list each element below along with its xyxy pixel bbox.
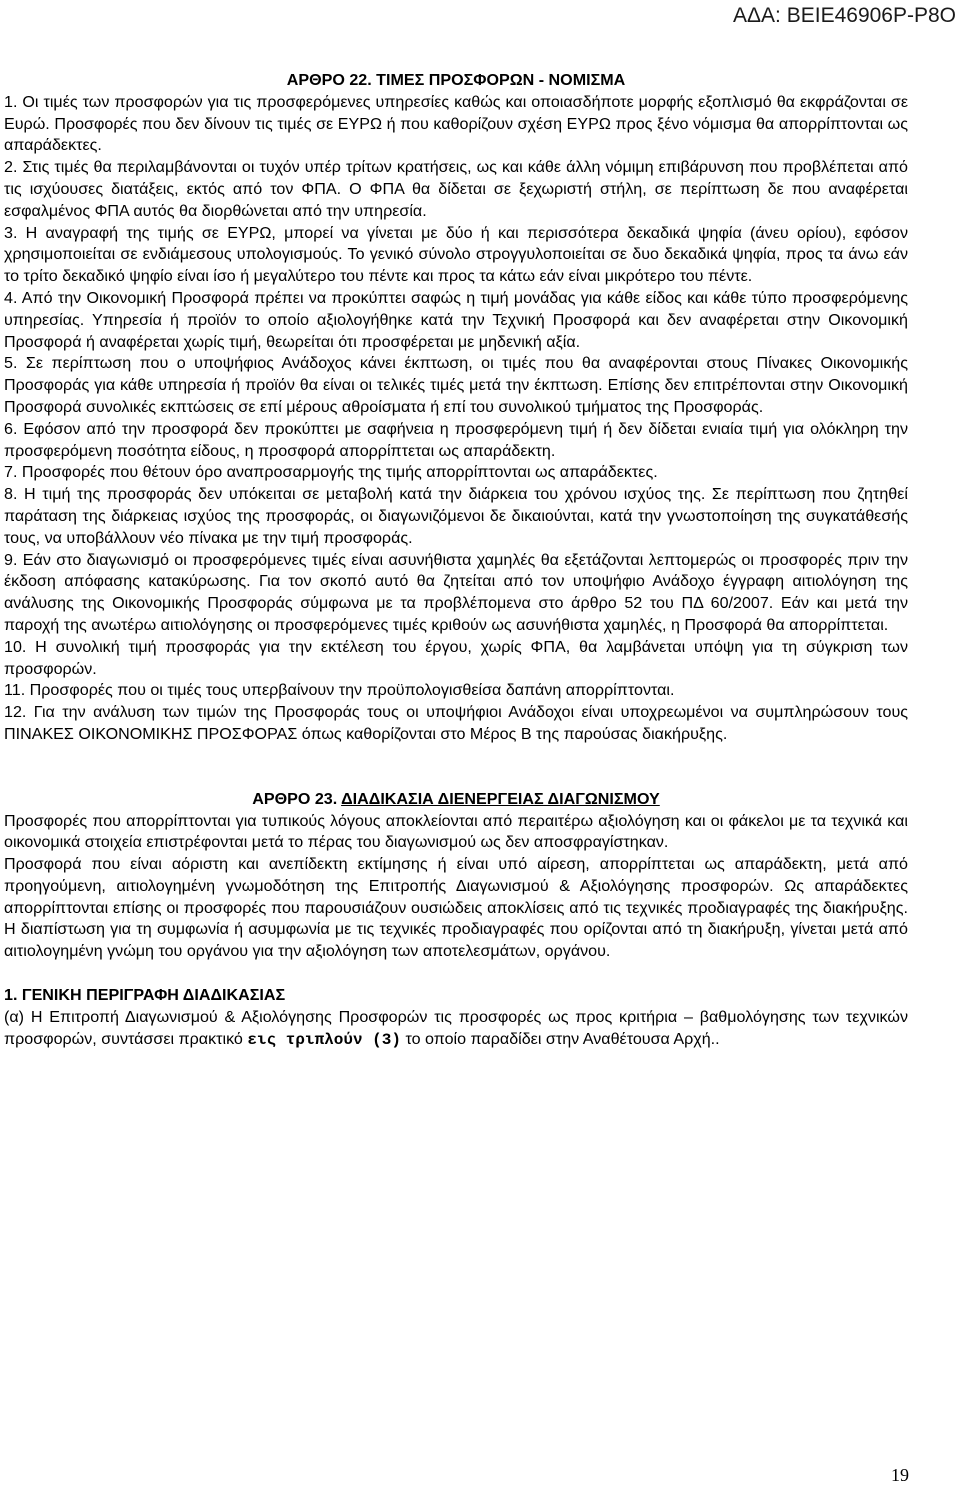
section-1-text-a: (α) Η Επιτροπή Διαγωνισμού & Αξιολόγησης Προσφορών τις προσφορές ως προς κριτήρια – βαθμολόγησης των τεχνικών προσφορών, συντάσσει πρακτικό — [4, 1007, 908, 1048]
article-22-paragraph: 2. Στις τιμές θα περιλαμβάνονται οι τυχόν υπέρ τρίτων κρατήσεις, ως και κάθε άλλη νόμιμη επιβάρυνση που προβλέπεται από τις ισχύουσες διατάξεις, εκτός από τον ΦΠΑ. Ο ΦΠΑ θα δίδεται σε ξεχωριστή στήλη, σε περίπτωση δε που αναφέρεται εσφαλμένος ΦΠΑ αυτός θα διορθώνεται από την υπηρεσία. — [4, 158, 908, 220]
article-22-paragraphs — [4, 92, 908, 746]
article-22-title: ΑΡΘΡΟ 22. ΤΙΜΕΣ ΠΡΟΣΦΟΡΩΝ - ΝΟΜΙΣΜΑ — [286, 71, 626, 89]
article-23-paragraph: Προσφορά που είναι αόριστη και ανεπίδεκτη εκτίμησης ή είναι υπό αίρεση, απορρίπτεται ως απαράδεκτη, μετά από προηγούμενη, αιτιολογημένη γνωμοδότηση της Επιτροπής Διαγωνισμού & Αξιολόγησης προσφορών. Ως απαράδεκτες απορρίπτονται επίσης οι προσφορές που παρουσιάζουν ουσιώδεις αποκλίσεις από τις τεχνικές προδιαγραφές της διακήρυξης. Η διαπίστωση για τη συμφωνία ή ασυμφωνία με τις τεχνικές προδιαγραφές που ορίζονται από τη διακήρυξη, γίνεται μετά από αιτιολογημένη γνώμη του οργάνου για την αξιολόγηση των αποτελεσμάτων, οργάνου. — [4, 855, 908, 961]
article-22-paragraph: 6. Εφόσον από την προσφορά δεν προκύπτει με σαφήνεια η προσφερόμενη τιμή ή δεν δίδεται ενιαία τιμή για ολόκληρη την προσφερόμενη ποσότητα είδους, η προσφορά απορρίπτεται ως απαράδεκτη. — [4, 419, 908, 460]
article-23-number: ΑΡΘΡΟ 23. — [252, 789, 342, 808]
section-1-text — [4, 1007, 908, 1052]
article-23-title — [4, 789, 908, 811]
article-22-paragraph: 3. Η αναγραφή της τιμής σε ΕΥΡΩ, μπορεί να γίνεται με δύο ή και περισσότερα δεκαδικά ψηφία (άνευ ορίου), εφόσον χρησιμοποιείται σε ενδιάμεσους υπολογισμούς. Το γενικό σύνολο στρογγυλοποιείται σε δυο δεκαδικά ψηφία, προς τα άνω εάν το τρίτο δεκαδικό ψηφίο είναι ίσο ή μεγαλύτερο του πέντε και προς τα κάτω εάν είναι μικρότερο του πέντε. — [4, 223, 908, 286]
article-22-paragraph: 10. Η συνολική τιμή προσφοράς για την εκτέλεση του έργου, χωρίς ΦΠΑ, θα λαμβάνεται υπόψη για τη σύγκριση των προσφορών. — [4, 637, 908, 678]
article-22-paragraph: 11. Προσφορές που οι τιμές τους υπερβαίνουν την προϋπολογισθείσα δαπάνη απορρίπτονται. — [4, 681, 675, 700]
article-23-heading: ΔΙΑΔΙΚΑΣΙΑ ΔΙΕΝΕΡΓΕΙΑΣ ΔΙΑΓΩΝΙΣΜΟΥ — [341, 789, 660, 808]
section-1-bold: εις τριπλούν (3) — [247, 1030, 401, 1049]
page-number: 19 — [891, 1465, 909, 1485]
ada-code: ΑΔΑ: ΒΕΙΕ46906Ρ-Ρ8Ο — [733, 4, 956, 27]
article-22-paragraph: 7. Προσφορές που θέτουν όρο αναπροσαρμογής της τιμής απορρίπτονται ως απαράδεκτες. — [4, 463, 658, 482]
section-1-text-b: το οποίο παραδίδει στην Αναθέτουσα Αρχή.. — [400, 1029, 720, 1048]
article-23-paragraphs — [4, 811, 908, 964]
article-22-paragraph: 5. Σε περίπτωση που ο υποψήφιος Ανάδοχος κάνει έκπτωση, οι τιμές που θα αναφέρονται στους Πίνακες Οικονομικής Προσφοράς για κάθε υπηρεσία ή προϊόν θα είναι οι τελικές τιμές μετά την έκπτωση. Επίσης δεν επιτρέπονται στην Οικονομική Προσφορά συνολικές εκπτώσεις σε επί μέρους αθροίσματα ή επί του συνολικού τμήματος της Προσφοράς. — [4, 354, 908, 416]
document-body — [4, 70, 908, 1051]
article-22-paragraph: 9. Εάν στο διαγωνισμό οι προσφερόμενες τιμές είναι ασυνήθιστα χαμηλές θα εξετάζονται λεπτομερώς οι προσφορές πριν την έκδοση απόφασης κατακύρωσης. Για τον σκοπό αυτό θα ζητείται από τον υποψήφιο Ανάδοχο έγγραφη αιτιολόγηση της ανάλυσης της Οικονομικής Προσφοράς σύμφωνα με τα προβλέπομενα στο άρθρο 52 του ΠΔ 60/2007. Εάν και μετά την παροχή της ανωτέρω αιτιολόγησης οι προσφερόμενες τιμές κριθούν ως ασυνήθιστα χαμηλές, η Προσφορά θα απορρίπτεται. — [4, 550, 908, 634]
article-22-paragraph: 12. Για την ανάλυση των τιμών της Προσφοράς τους οι υποψήφιοι Ανάδοχοι είναι υποχρεωμένοι να συμπληρώσουν τους ΠΙΝΑΚΕΣ ΟΙΚΟΝΟΜΙΚΗΣ ΠΡΟΣΦΟΡΑΣ όπως καθορίζονται στο Μέρος Β της παρούσας διακήρυξης. — [4, 703, 908, 743]
article-22-paragraph: 8. Η τιμή της προσφοράς δεν υπόκειται σε μεταβολή κατά την διάρκεια του χρόνου ισχύος της. Σε περίπτωση που ζητηθεί παράταση της διάρκειας ισχύος της προσφοράς, οι διαγωνιζόμενοι δε δικαιούνται, κατά την γνωστοποίηση της συγκατάθεσής τους, να υποβάλλουν νέο πίνακα με την τιμή προσφοράς. — [4, 485, 908, 547]
article-22-paragraph: 4. Από την Οικονομική Προσφορά πρέπει να προκύπτει σαφώς η τιμή μονάδας για κάθε είδος και κάθε τύπο προσφερόμενης υπηρεσίας. Υπηρεσία ή προϊόν το οποίο αξιολογήθηκε κατά την Τεχνική Προσφορά και δεν αναφέρεται στην Οικονομική Προσφορά ή αναφέρεται χωρίς τιμή, θεωρείται ότι προσφέρεται με μηδενική αξία. — [4, 288, 908, 351]
article-23-paragraph: Προσφορές που απορρίπτονται για τυπικούς λόγους αποκλείονται από περαιτέρω αξιολόγηση και οι φάκελοι με τα τεχνικά και οικονομικά στοιχεία επιστρέφονται μετά το πέρας του διαγωνισμού ως δεν αποσφραγίστηκαν. — [4, 811, 908, 852]
section-1-title: 1. ΓΕΝΙΚΗ ΠΕΡΙΓΡΑΦΗ ΔΙΑΔΙΚΑΣΙΑΣ — [4, 986, 286, 1005]
article-22-paragraph: 1. Οι τιμές των προσφορών για τις προσφερόμενες υπηρεσίες καθώς και οποιασδήποτε μορφής εξοπλισμό θα εκφράζονται σε Ευρώ. Προσφορές που δεν δίνουν τις τιμές σε ΕΥΡΩ ή που καθορίζουν σχέση ΕΥΡΩ προς ξένο νόμισμα θα απορρίπτονται ως απαράδεκτες. — [4, 92, 908, 155]
